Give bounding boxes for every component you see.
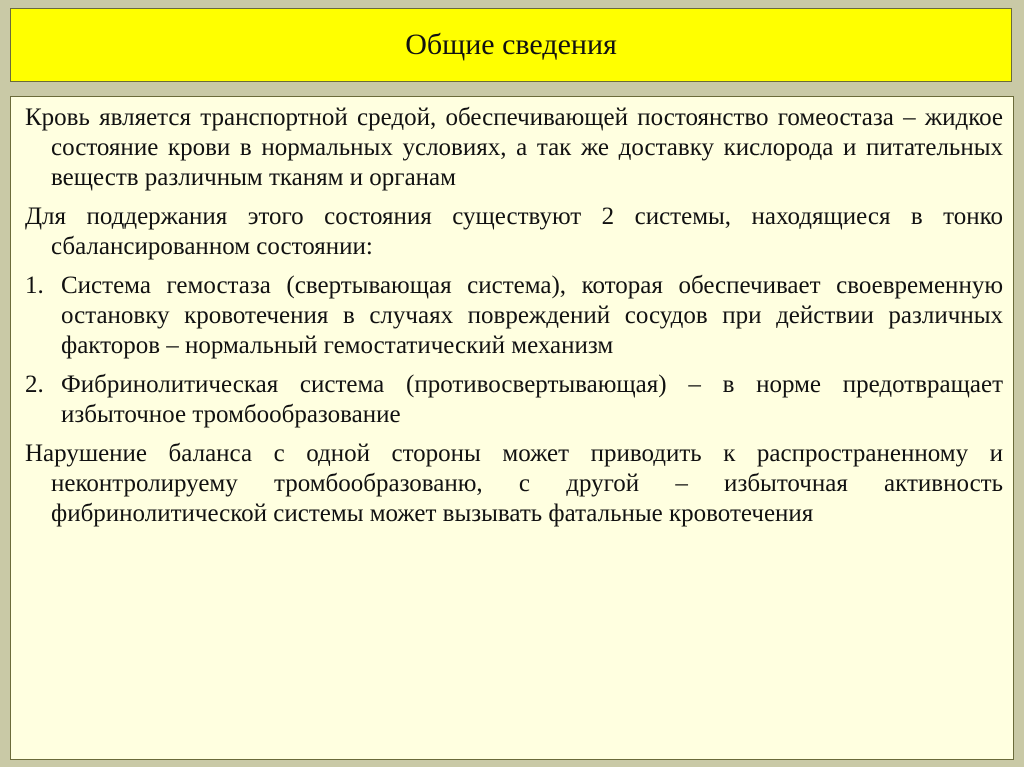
list-item-text: Фибринолитическая система (противосвертывающая) – в норме предотвращает избыточное тромбообразование: [61, 371, 1003, 428]
list-item-fibrinolytic: [25, 370, 1003, 430]
content-panel: [10, 96, 1014, 760]
paragraph-two-systems: Для поддержания этого состояния существуют 2 системы, находящиеся в тонко сбалансированном состоянии:: [25, 203, 1003, 260]
title-banner: [10, 8, 1012, 82]
list-item-hemostasis: [25, 271, 1003, 361]
slide-title: Общие сведения: [405, 28, 617, 61]
paragraph-balance-disruption: Нарушение баланса с одной стороны может приводить к распространенному и неконтролируему тромбообразованю, с другой – избыточная активность фибринолитической системы может вызывать фатальные кровотечения: [25, 440, 1003, 527]
list-item-text: Система гемостаза (свертывающая система), которая обеспечивает своевременную остановку кровотечения в случаях повреждений сосудов при действии различных факторов – нормальный гемостатический механизм: [61, 272, 1003, 359]
paragraph-blood-transport: Кровь является транспортной средой, обеспечивающей постоянство гомеостаза – жидкое состояние крови в нормальных условиях, а так же доставку кислорода и питательных веществ различным тканям и органам: [25, 104, 1003, 191]
list-number: 1.: [25, 272, 44, 299]
list-number: 2.: [25, 371, 44, 398]
